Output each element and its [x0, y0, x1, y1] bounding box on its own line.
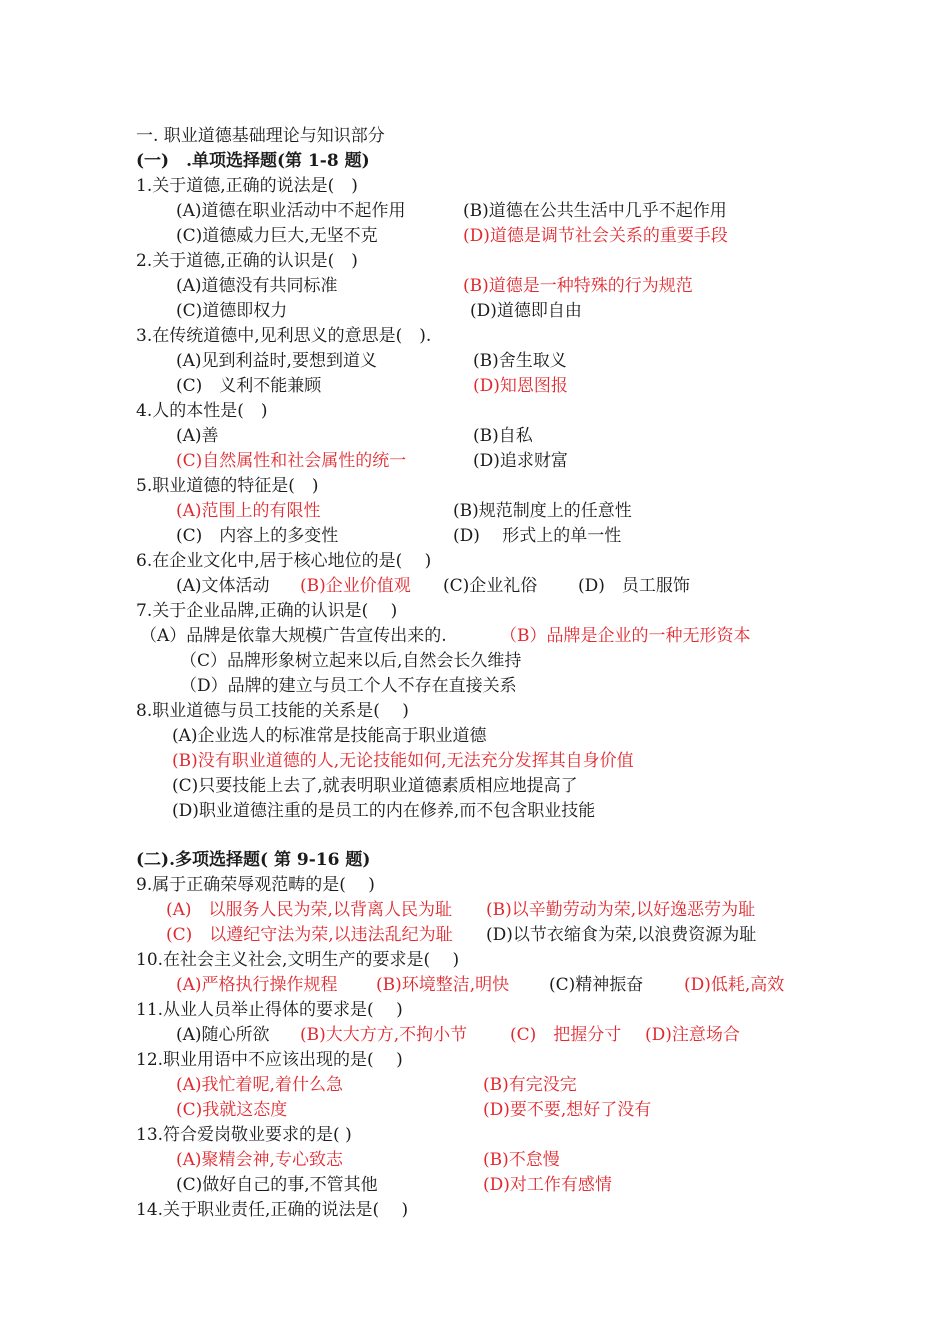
section-heading-multiple-choice: (二).多项选择题( 第 9-16 题)	[136, 850, 371, 870]
question-stem: 13.符合爱岗敬业要求的是( )	[136, 1125, 352, 1145]
question-stem: 4.人的本性是( )	[136, 401, 268, 421]
option-d: (D)以节衣缩食为荣,以浪费资源为耻	[486, 925, 757, 945]
option-d: (D)追求财富	[473, 451, 568, 471]
option-a: (A)道德在职业活动中不起作用	[176, 201, 406, 221]
question-stem: 6.在企业文化中,居于核心地位的是( )	[136, 551, 432, 571]
option-c: (C) 义利不能兼顾	[176, 376, 322, 396]
question-stem: 8.职业道德与员工技能的关系是( )	[136, 701, 409, 721]
option-a-answer: (A)我忙着呢,着什么急	[176, 1075, 343, 1095]
option-c: (C)做好自己的事,不管其他	[176, 1175, 378, 1195]
option-d-answer: (D)道德是调节社会关系的重要手段	[463, 226, 728, 246]
section-heading-single-choice: (一) .单项选择题(第 1-8 题)	[136, 151, 370, 171]
option-a: (A)善	[176, 426, 219, 446]
option-d-answer: (D)注意场合	[645, 1025, 740, 1045]
option-c: (C)精神振奋	[549, 975, 644, 995]
option-c: (C)道德威力巨大,无坚不克	[176, 226, 378, 246]
option-a: (A)见到利益时,要想到道义	[176, 351, 377, 371]
document-title: 一. 职业道德基础理论与知识部分	[136, 126, 385, 146]
option-c-answer: (C)自然属性和社会属性的统一	[176, 451, 407, 471]
option-a: (A)文体活动	[176, 576, 270, 596]
option-b-answer: (B)不怠慢	[483, 1150, 560, 1170]
option-c: (C)道德即权力	[176, 301, 288, 321]
option-a: (A)企业选人的标准常是技能高于职业道德	[172, 726, 487, 746]
question-stem: 12.职业用语中不应该出现的是( )	[136, 1050, 403, 1070]
question-stem: 7.关于企业品牌,正确的认识是( )	[136, 601, 398, 621]
option-d-answer: (D)知恩图报	[473, 376, 568, 396]
question-stem: 2.关于道德,正确的认识是( )	[136, 251, 358, 271]
question-stem: 1.关于道德,正确的说法是( )	[136, 176, 358, 196]
question-stem: 10.在社会主义社会,文明生产的要求是( )	[136, 950, 460, 970]
question-stem: 9.属于正确荣辱观范畴的是( )	[136, 875, 375, 895]
option-a-answer: (A)聚精会神,专心致志	[176, 1150, 343, 1170]
option-d-answer: (D)低耗,高效	[684, 975, 785, 995]
option-a: (A)随心所欲	[176, 1025, 270, 1045]
option-b-answer: (B)有完没完	[483, 1075, 577, 1095]
option-c: (C) 内容上的多变性	[176, 526, 339, 546]
option-d-answer: (D)对工作有感情	[483, 1175, 612, 1195]
option-c: (C)只要技能上去了,就表明职业道德素质相应地提高了	[172, 776, 578, 796]
option-c-answer: (C) 把握分寸	[510, 1025, 622, 1045]
option-d: (D) 形式上的单一性	[453, 526, 622, 546]
option-c-answer: (C) 以遵纪守法为荣,以违法乱纪为耻	[166, 925, 453, 945]
question-stem: 14.关于职业责任,正确的说法是( )	[136, 1200, 409, 1220]
option-b-answer: (B)大大方方,不拘小节	[300, 1025, 468, 1045]
option-b-answer: （B）品牌是企业的一种无形资本	[500, 626, 751, 646]
option-a-answer: (A)范围上的有限性	[176, 501, 321, 521]
option-b: (B)规范制度上的任意性	[453, 501, 632, 521]
option-a-answer: (A) 以服务人民为荣,以背离人民为耻	[166, 900, 452, 920]
option-c: (C)企业礼俗	[443, 576, 538, 596]
option-b-answer: (B)环境整洁,明快	[376, 975, 510, 995]
option-a: (A)道德没有共同标准	[176, 276, 338, 296]
option-a-answer: (A)严格执行操作规程	[176, 975, 338, 995]
option-d: (D) 员工服饰	[578, 576, 690, 596]
option-b: (B)舍生取义	[473, 351, 567, 371]
question-stem: 11.从业人员举止得体的要求是( )	[136, 1000, 403, 1020]
option-b-answer: (B)没有职业道德的人,无论技能如何,无法充分发挥其自身价值	[172, 751, 634, 771]
option-d: (D)道德即自由	[470, 301, 582, 321]
question-stem: 3.在传统道德中,见利思义的意思是( ).	[136, 326, 432, 346]
option-b-answer: (B)以辛勤劳动为荣,以好逸恶劳为耻	[486, 900, 756, 920]
option-c-answer: (C)我就这态度	[176, 1100, 288, 1120]
option-b-answer: (B)道德是一种特殊的行为规范	[463, 276, 693, 296]
option-a: （A）品牌是依靠大规模广告宣传出来的.	[140, 626, 447, 646]
option-b: (B)道德在公共生活中几乎不起作用	[463, 201, 727, 221]
option-d: (D)职业道德注重的是员工的内在修养,而不包含职业技能	[172, 801, 596, 821]
option-d: （D）品牌的建立与员工个人不存在直接关系	[180, 676, 517, 696]
option-d-answer: (D)要不要,想好了没有	[483, 1100, 652, 1120]
question-stem: 5.职业道德的特征是( )	[136, 476, 319, 496]
option-b: (B)自私	[473, 426, 533, 446]
option-b-answer: (B)企业价值观	[300, 576, 411, 596]
option-c: （C）品牌形象树立起来以后,自然会长久维持	[180, 651, 522, 671]
